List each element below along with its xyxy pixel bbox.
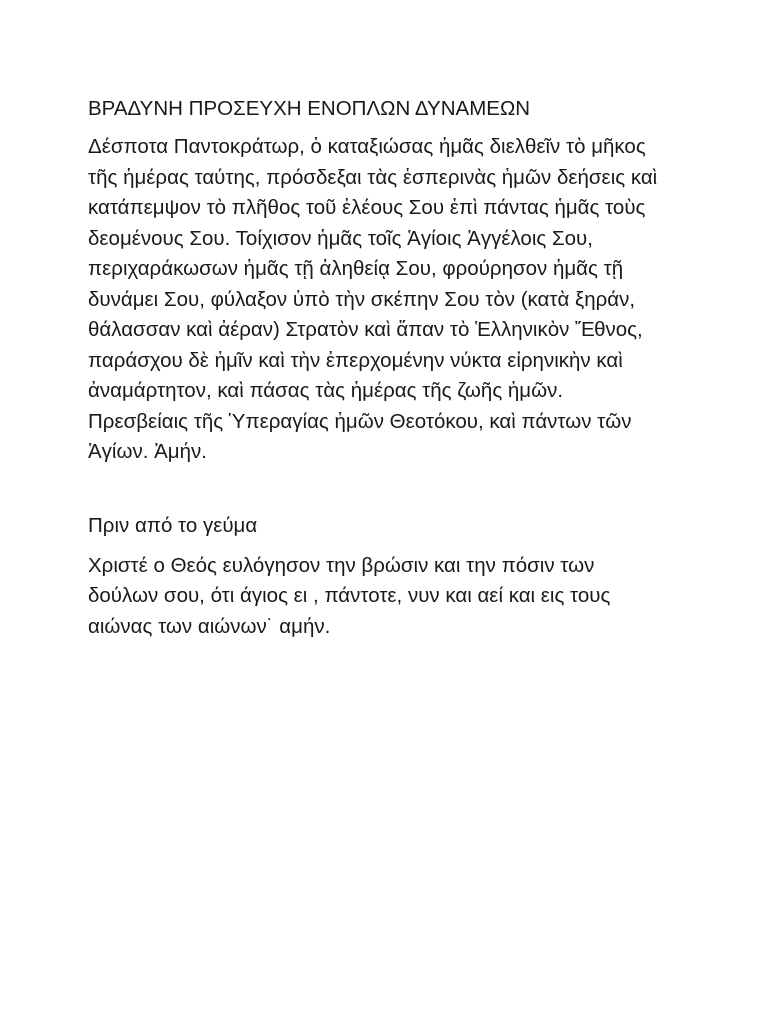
prayer-title: ΒΡΑΔΥΝΗ ΠΡΟΣΕΥΧΗ ΕΝΟΠΛΩΝ ΔΥΝΑΜΕΩΝ [88,97,531,120]
prayer-line: Ἁγίων. Ἀμήν. [88,440,207,463]
prayer-line: τῆς ἡμέρας ταύτης, πρόσδεξαι τὰς ἑσπερινὰς ἡμῶν δεήσεις καὶ [88,165,658,189]
section-spacer [88,468,728,511]
prayer-line: περιχαράκωσων ἡμᾶς τῇ ἀληθείᾳ Σου, φρούρησον ἡμᾶς τῇ [88,257,624,280]
meal-prayer-body [88,551,728,643]
prayer-line: θάλασσαν καὶ ἀέραν) Στρατὸν καὶ ἅπαν τὸ Ἑλληνικὸν Ἔθνος, [88,318,643,341]
meal-prayer-line: δούλων σου, ότι άγιος ει , πάντοτε, νυν και αεί και εις τους [88,584,611,607]
meal-prayer-line: αιώνας των αιώνων˙ αμήν. [88,614,331,638]
prayer-line: παράσχου δὲ ἡμῖν καὶ τὴν ἐπερχομένην νύκτα εἰρηνικὴν καὶ [88,348,623,372]
prayer-body [88,132,728,468]
prayer-line: ἀναμάρτητον, καὶ πάσας τὰς ἡμέρας τῆς ζωῆς ἡμῶν. [88,379,564,402]
prayer-line: δεομένους Σου. Τοίχισον ἡμᾶς τοῖς Ἁγίοις Ἀγγέλοις Σου, [88,226,593,250]
document-page [88,94,728,642]
prayer-line: Πρεσβείαις τῆς Ὑπεραγίας ἡμῶν Θεοτόκου, καὶ πάντων τῶν [88,409,632,433]
meal-prayer-title: Πριν από το γεύμα [88,513,258,537]
prayer-line: κατάπεμψον τὸ πλῆθος τοῦ ἐλέους Σου ἐπὶ πάντας ἡμᾶς τοὺς [88,196,646,219]
meal-prayer-line: Χριστέ ο Θεός ευλόγησον την βρώσιν και την πόσιν των [88,553,595,577]
prayer-line: δυνάμει Σου, φύλαξον ὑπὸ τὴν σκέπην Σου τὸν (κατὰ ξηράν, [88,287,636,311]
prayer-line: Δέσποτα Παντοκράτωρ, ὁ καταξιώσας ἡμᾶς διελθεῖν τὸ μῆκος [88,135,646,158]
